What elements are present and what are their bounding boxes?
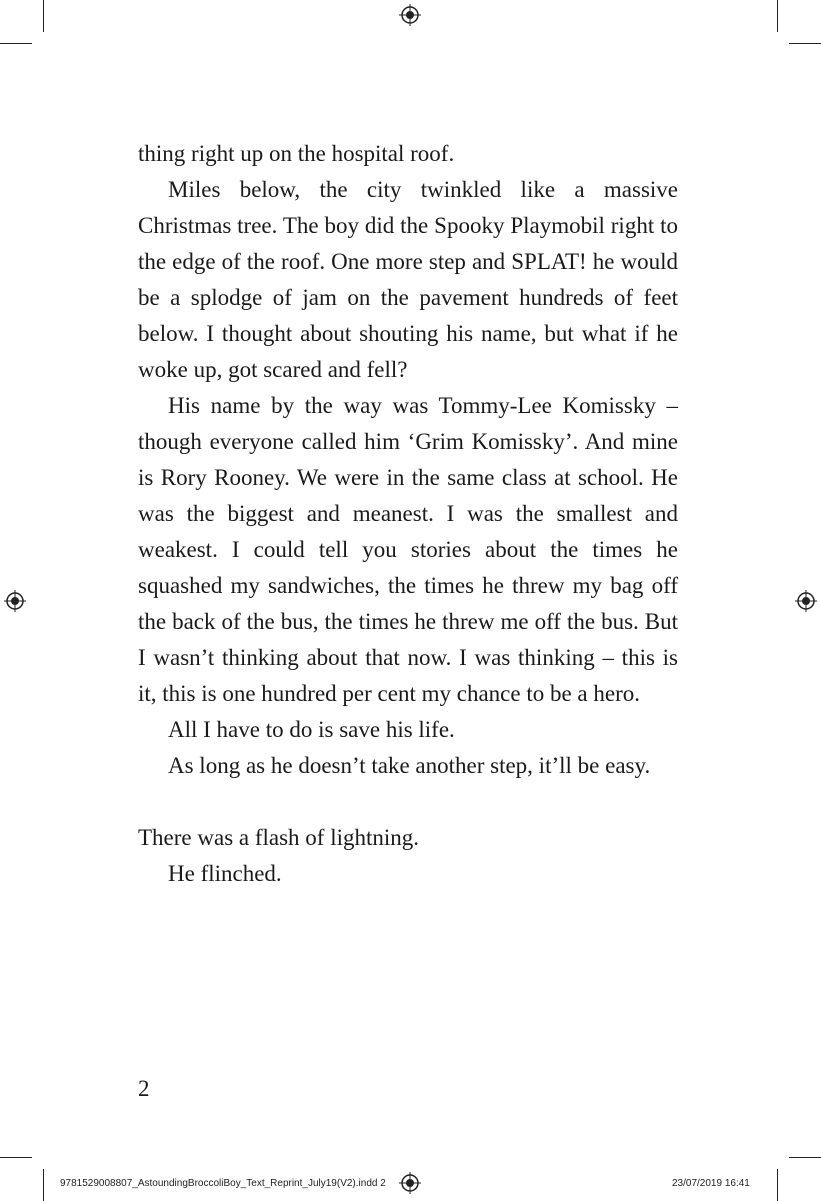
page-body-text [138, 136, 678, 892]
paragraph: His name by the way was Tommy-Lee Komissky – though everyone called him ‘Grim Komissky’. And mine is Rory Rooney. We were in the same class at school. He was the biggest and meanest. I was the smallest and weakest. I could tell you stories about the times he squashed my sandwiches, the times he threw my bag off the back of the bus, the times he threw me off the bus. But I wasn’t thinking about that now. I was thinking – this is it, this is one hundred per cent my chance to be a hero. [138, 393, 678, 706]
paragraph: As long as he doesn’t take another step, it’ll be easy. [168, 753, 651, 778]
slug-file-name: 9781529008807_AstoundingBroccoliBoy_Text_Reprint_July19(V2).indd 2 [60, 1178, 386, 1189]
crop-mark-bottom-left [43, 1169, 44, 1201]
crop-mark-top-right [777, 0, 778, 32]
crop-mark-bottom-right-h [789, 1157, 821, 1158]
paragraph: Miles below, the city twinkled like a massive Christmas tree. The boy did the Spooky Playmobil right to the edge of the roof. One more step and SPLAT! he would be a splodge of jam on the pavement hundreds of feet below. I thought about shouting his name, but what if he woke up, got scared and fell? [138, 177, 678, 382]
registration-mark-icon-top [399, 4, 421, 26]
slug-date-time: 23/07/2019 16:41 [672, 1178, 750, 1189]
section-break [138, 784, 678, 820]
paragraph: All I have to do is save his life. [168, 717, 455, 742]
registration-mark-icon-bottom [399, 1172, 421, 1194]
registration-mark-icon-left [4, 590, 26, 612]
crop-mark-bottom-right [777, 1169, 778, 1201]
crop-mark-top-left-h [0, 43, 32, 44]
crop-mark-top-left [43, 0, 44, 32]
crop-mark-top-right-h [789, 43, 821, 44]
crop-mark-bottom-left-h [0, 1157, 32, 1158]
paragraph: He flinched. [168, 861, 282, 886]
registration-mark-icon-right [795, 590, 817, 612]
page-number: 2 [138, 1076, 150, 1101]
paragraph: thing right up on the hospital roof. [138, 141, 455, 166]
paragraph: There was a flash of lightning. [138, 825, 420, 850]
